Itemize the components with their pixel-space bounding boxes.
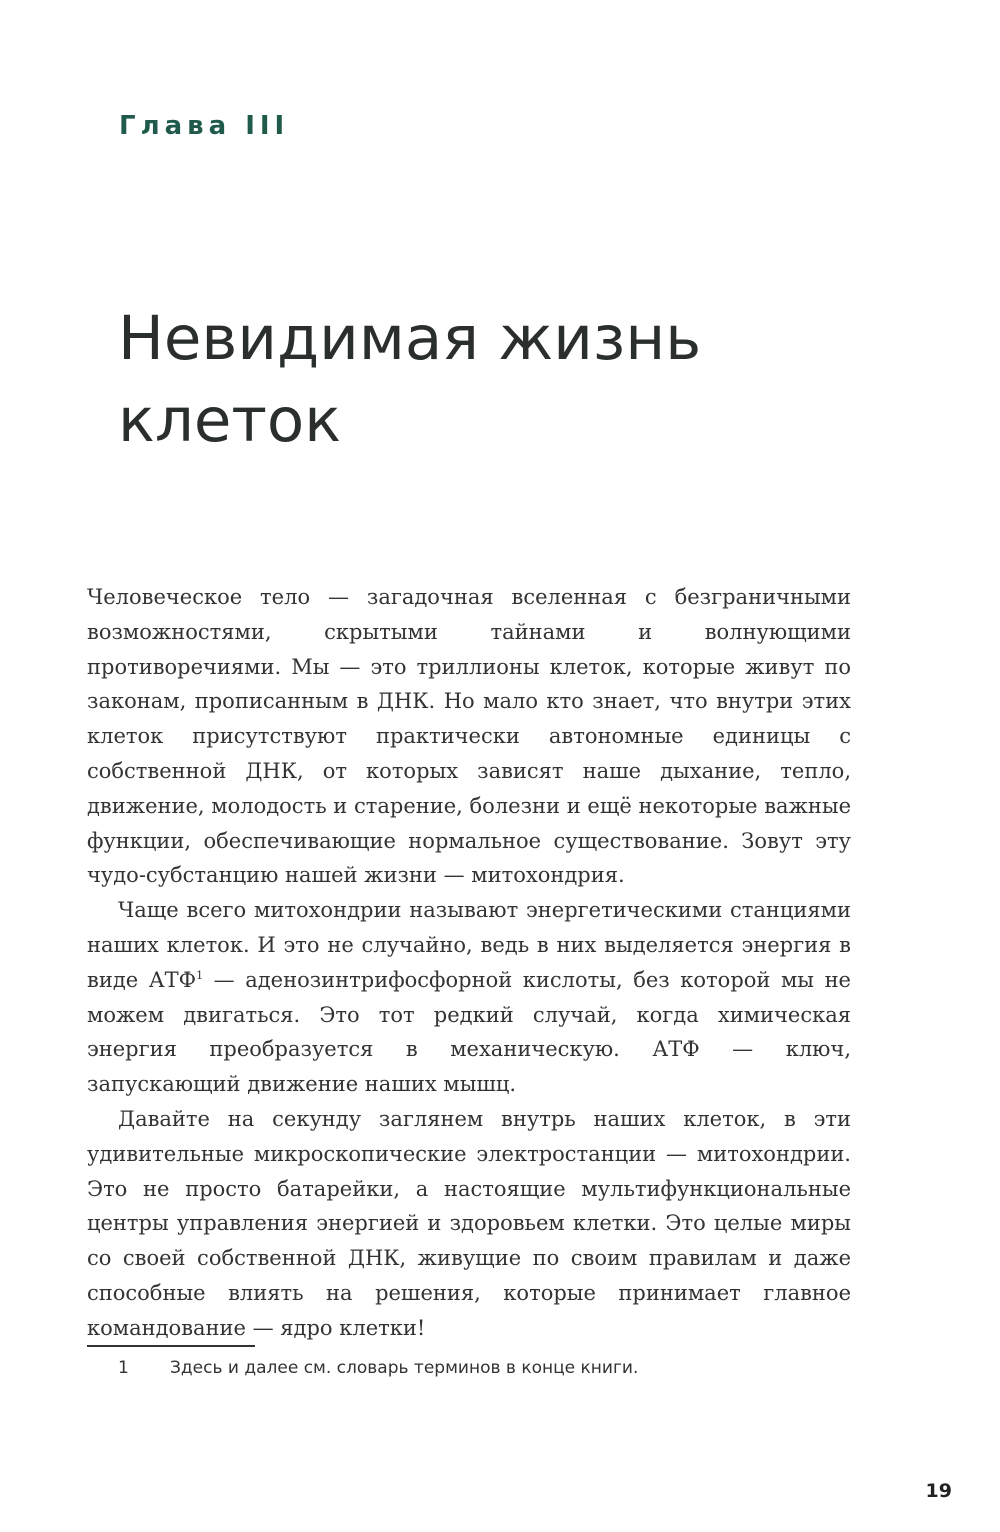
paragraph-1: Человеческое тело — загадочная вселенная с безграничными возможностями, скрытыми тайнами и волнующими противоречиями. Мы — это триллионы клеток, которые живут по законам, прописанным в ДНК. Но мало кто знает, что внутри этих клеток присутствуют практически автономные единицы с собственной ДНК, от которых зависят наше дыхание, тепло, движение, молодость и старение, болезни и ещё некоторые важные функции, обеспечивающие нормальное существование. Зовут эту чудо-субстанцию нашей жизни — митохондрия. (87, 585, 851, 888)
page-number: 19 (925, 1480, 952, 1502)
footnote-reference[interactable]: 1 (196, 968, 204, 982)
footnote-number: 1 (118, 1358, 129, 1378)
chapter-title: Невидимая жизнь клеток (118, 303, 702, 456)
footnote (118, 1355, 638, 1381)
body-text (87, 580, 851, 1346)
paragraph-2-part-1: Чаще всего митохондрии называют энергетическими станциями наших клеток. И это не случайно, ведь в них выделяется энергия в виде АТФ (87, 898, 851, 992)
paragraph-2 (87, 893, 851, 1102)
paragraph-3: Давайте на секунду заглянем внутрь наших клеток, в эти удивительные микроскопические электростанции — митохондрии. Это не просто батарейки, а настоящие мультифункциональные центры управления энергией и здоровьем клетки. Это целые миры со своей собственной ДНК, живущие по своим правилам и даже способные влиять на решения, которые принимает главное командование — ядро клетки! (87, 1106, 851, 1340)
chapter-label: Глава III (119, 111, 290, 141)
footnote-text: Здесь и далее см. словарь терминов в конце книги. (170, 1358, 639, 1378)
paragraph-2-part-2: — аденозинтрифосфорной кислоты, без которой мы не можем двигаться. Это тот редкий случай, когда химическая энергия преобразуется в механическую. АТФ — ключ, запускающий движение наших мышц. (87, 967, 851, 1097)
footnote-divider (87, 1345, 255, 1347)
